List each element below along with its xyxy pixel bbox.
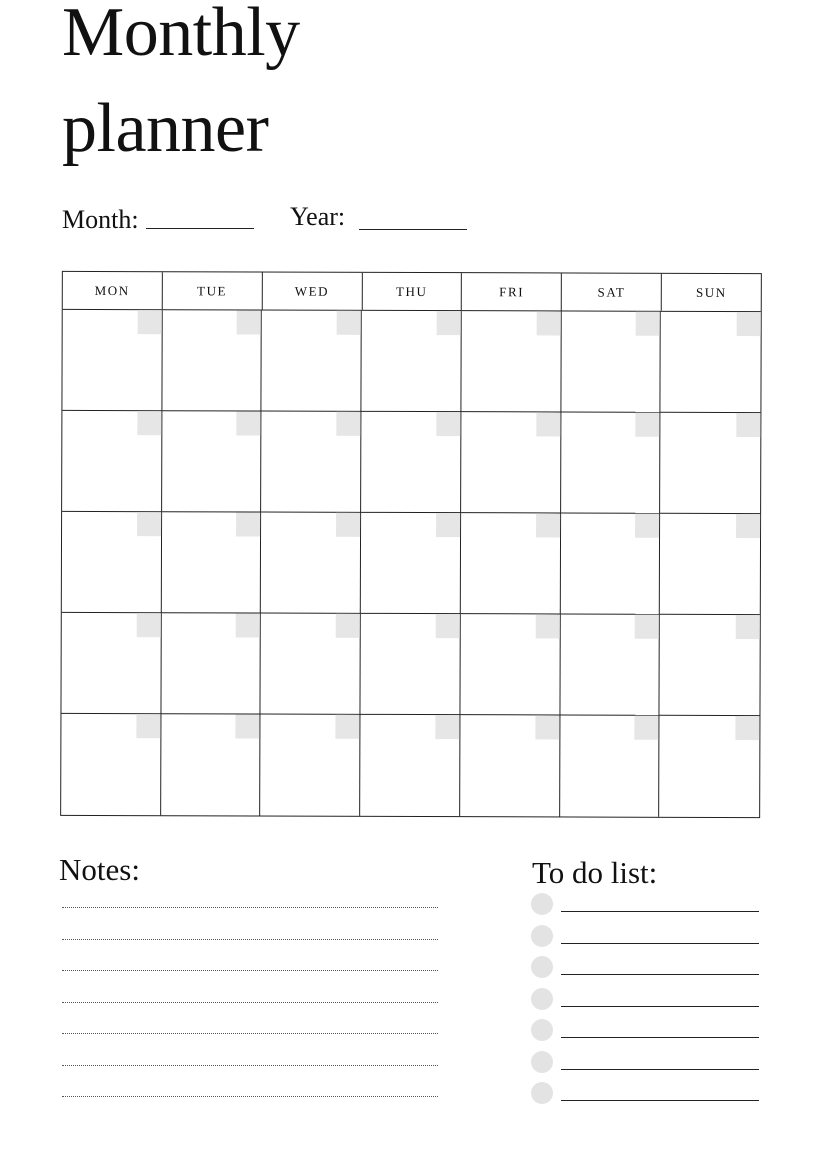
day-header-tue: TUE: [163, 272, 263, 309]
todo-line[interactable]: [561, 974, 759, 975]
calendar-cell[interactable]: [660, 615, 760, 716]
notes-line[interactable]: [62, 1002, 438, 1003]
calendar-cell[interactable]: [361, 513, 461, 614]
calendar-cell[interactable]: [362, 311, 462, 412]
calendar-cell[interactable]: [261, 715, 361, 816]
calendar-cell[interactable]: [460, 715, 560, 816]
day-header-thu: THU: [362, 273, 462, 310]
notes-line[interactable]: [62, 939, 438, 940]
date-number-box: [237, 411, 261, 435]
notes-line[interactable]: [62, 1065, 438, 1066]
calendar-cell[interactable]: [661, 312, 761, 413]
day-header-sun: SUN: [695, 284, 727, 300]
date-number-box: [735, 716, 759, 740]
calendar-cell[interactable]: [61, 714, 161, 815]
day-header-mon: MON: [63, 272, 163, 309]
date-number-box: [736, 615, 760, 639]
todo-line[interactable]: [561, 1069, 759, 1070]
date-number-box: [336, 715, 360, 739]
todo-line[interactable]: [561, 1037, 759, 1038]
year-blank-line[interactable]: [359, 229, 467, 230]
notes-line[interactable]: [62, 1033, 438, 1034]
calendar-cell[interactable]: [560, 715, 660, 816]
date-number-box: [437, 311, 461, 335]
notes-title: Notes:: [59, 852, 140, 887]
calendar-cell[interactable]: [261, 513, 361, 614]
date-number-box: [136, 714, 160, 738]
todo-line[interactable]: [561, 1006, 759, 1007]
todo-checkbox[interactable]: [531, 1051, 553, 1073]
todo-title: To do list:: [532, 855, 658, 890]
calendar-header: [63, 272, 761, 312]
date-number-box: [736, 514, 760, 538]
todo-checkbox[interactable]: [531, 1019, 553, 1041]
calendar-cell[interactable]: [162, 310, 262, 411]
calendar-cell[interactable]: [262, 311, 362, 412]
calendar-cell[interactable]: [561, 412, 661, 513]
date-number-box: [436, 513, 460, 537]
month-label: Month:: [62, 205, 139, 234]
todo-checkbox[interactable]: [531, 925, 553, 947]
todo-checkbox[interactable]: [531, 893, 553, 915]
date-number-box: [336, 412, 360, 436]
date-number-box: [236, 714, 260, 738]
month-blank-line[interactable]: [146, 228, 254, 229]
page-title-line-1: Monthly: [62, 0, 300, 71]
calendar-cell[interactable]: [561, 311, 661, 412]
date-number-box: [536, 311, 560, 335]
page-title-line-2: planner: [62, 90, 269, 167]
date-number-box: [635, 615, 659, 639]
calendar-cell[interactable]: [161, 714, 261, 815]
todo-line[interactable]: [561, 1100, 759, 1101]
calendar-cell[interactable]: [262, 412, 362, 513]
calendar-cell[interactable]: [560, 513, 660, 614]
date-number-box: [336, 513, 360, 537]
year-label: Year:: [290, 202, 346, 231]
calendar-cell[interactable]: [660, 514, 760, 615]
date-number-box: [337, 311, 361, 335]
todo-checkbox[interactable]: [531, 988, 553, 1010]
date-number-box: [236, 613, 260, 637]
calendar-cell[interactable]: [62, 310, 162, 411]
date-number-box: [137, 512, 161, 536]
date-number-box: [237, 310, 261, 334]
day-header-wed: WED: [262, 273, 362, 310]
date-number-box: [636, 413, 660, 437]
calendar-cell[interactable]: [361, 412, 461, 513]
date-number-box: [636, 312, 660, 336]
date-number-box: [136, 613, 160, 637]
todo-checkbox[interactable]: [531, 1082, 553, 1104]
calendar-grid: [60, 271, 762, 818]
notes-line[interactable]: [62, 970, 438, 971]
calendar-cell[interactable]: [461, 311, 561, 412]
date-number-box: [536, 412, 560, 436]
date-number-box: [737, 312, 761, 336]
calendar-cell[interactable]: [560, 614, 660, 715]
calendar-body: [61, 310, 761, 817]
date-number-box: [635, 716, 659, 740]
date-number-box: [236, 512, 260, 536]
calendar-cell[interactable]: [360, 715, 460, 816]
calendar-cell[interactable]: [660, 413, 760, 514]
notes-line[interactable]: [62, 907, 438, 908]
todo-checkbox[interactable]: [531, 956, 553, 978]
calendar-cell[interactable]: [461, 412, 561, 513]
todo-line[interactable]: [561, 943, 759, 944]
calendar-cell[interactable]: [659, 716, 759, 817]
calendar-cell[interactable]: [62, 512, 162, 613]
date-number-box: [635, 514, 659, 538]
date-number-box: [435, 715, 459, 739]
date-number-box: [535, 614, 559, 638]
calendar-cell[interactable]: [162, 411, 262, 512]
date-number-box: [535, 715, 559, 739]
calendar-cell[interactable]: [161, 613, 261, 714]
notes-line[interactable]: [62, 1096, 438, 1097]
calendar-cell[interactable]: [261, 614, 361, 715]
calendar-cell[interactable]: [461, 513, 561, 614]
calendar-cell[interactable]: [62, 411, 162, 512]
day-header-sat: SAT: [562, 273, 662, 310]
date-number-box: [336, 614, 360, 638]
date-number-box: [436, 614, 460, 638]
date-number-box: [137, 411, 161, 435]
date-number-box: [536, 513, 560, 537]
date-number-box: [436, 412, 460, 436]
day-header-fri: FRI: [462, 273, 562, 310]
todo-line[interactable]: [561, 911, 759, 912]
calendar-cell[interactable]: [61, 613, 161, 714]
date-number-box: [736, 413, 760, 437]
calendar-cell[interactable]: [361, 614, 461, 715]
date-number-box: [137, 310, 161, 334]
calendar-cell[interactable]: [460, 614, 560, 715]
calendar-cell[interactable]: [161, 512, 261, 613]
